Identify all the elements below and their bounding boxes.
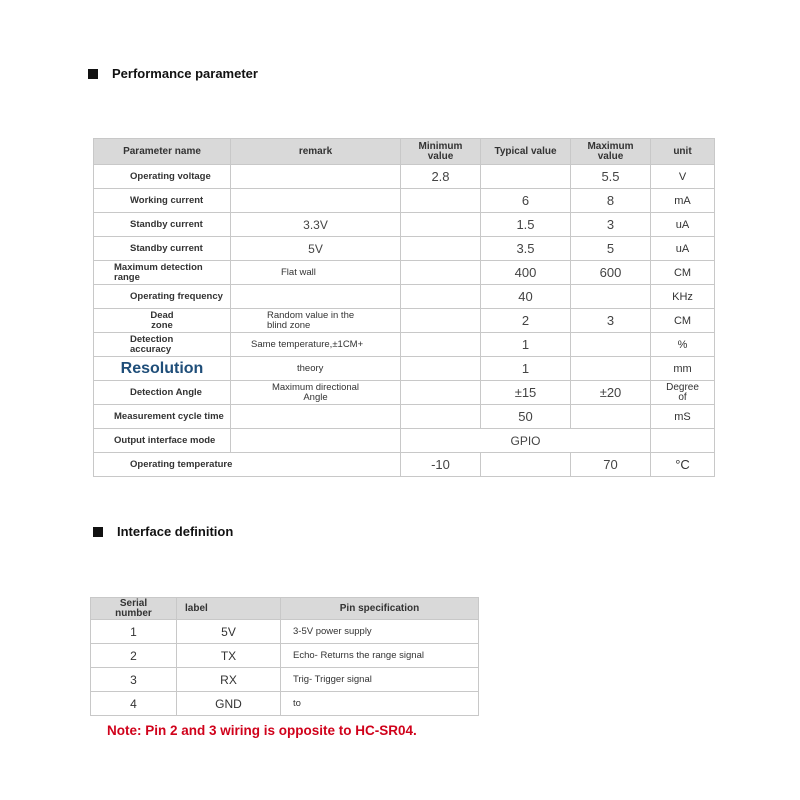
param-name: Detection Angle [94,381,231,405]
interface-title-text: Interface definition [117,524,234,539]
performance-section-title [88,66,258,81]
param-min [401,213,481,237]
param-typ: 1 [481,357,571,381]
table-header-row [94,139,715,165]
param-min [401,381,481,405]
param-remark: Random value in the blind zone [231,309,401,333]
param-unit: mA [651,189,715,213]
param-max [571,333,651,357]
pin-label: GND [177,692,281,716]
param-name: Dead zone [94,309,231,333]
table-row [94,261,715,285]
header-label: label [177,598,281,620]
param-min: 2.8 [401,165,481,189]
param-remark: 3.3V [231,213,401,237]
pin-spec: to [281,692,479,716]
interface-table [90,597,479,716]
param-unit: Degree of [651,381,715,405]
table-row [91,620,479,644]
param-max: 5 [571,237,651,261]
param-max: ±20 [571,381,651,405]
header-typical-value: Typical value [481,139,571,165]
param-name: Measurement cycle time [94,405,231,429]
param-max [571,285,651,309]
param-max: 8 [571,189,651,213]
table-row [91,644,479,668]
param-typ: 6 [481,189,571,213]
param-min [401,405,481,429]
param-min [401,261,481,285]
table-row [94,189,715,213]
param-max: 3 [571,213,651,237]
param-unit: CM [651,261,715,285]
param-remark: Maximum directional Angle [231,381,401,405]
param-remark [231,429,401,453]
param-remark: theory [231,357,401,381]
param-min: -10 [401,453,481,477]
square-bullet-icon [88,69,98,79]
param-typ [481,165,571,189]
header-maximum-value: Maximum value [571,139,651,165]
param-unit: mm [651,357,715,381]
param-typ: 3.5 [481,237,571,261]
param-typ: 40 [481,285,571,309]
param-name: Operating temperature [94,453,401,477]
table-header-row [91,598,479,620]
performance-title-text: Performance parameter [112,66,258,81]
param-remark: 5V [231,237,401,261]
table-row [94,381,715,405]
param-max: 3 [571,309,651,333]
param-typ: 400 [481,261,571,285]
header-minimum-value: Minimum value [401,139,481,165]
param-remark [231,165,401,189]
param-remark: Flat wall [231,261,401,285]
param-remark [231,405,401,429]
param-remark [231,189,401,213]
pin-serial: 1 [91,620,177,644]
table-row [94,453,715,477]
param-unit: uA [651,237,715,261]
table-row [94,237,715,261]
pin-spec: Trig- Trigger signal [281,668,479,692]
param-max: 5.5 [571,165,651,189]
param-name: Maximum detection range [94,261,231,285]
param-unit: uA [651,213,715,237]
table-row [94,357,715,381]
param-output-mode: GPIO [401,429,651,453]
param-unit: KHz [651,285,715,309]
table-row [94,333,715,357]
param-typ [481,453,571,477]
pin-serial: 4 [91,692,177,716]
table-row [94,429,715,453]
header-pin-specification: Pin specification [281,598,479,620]
param-remark [231,285,401,309]
param-unit [651,429,715,453]
param-max [571,405,651,429]
table-row [94,405,715,429]
table-row [94,285,715,309]
param-name: Standby current [94,237,231,261]
table-row [94,213,715,237]
param-name: Operating frequency [94,285,231,309]
pin-label: 5V [177,620,281,644]
pin-serial: 3 [91,668,177,692]
param-name: Operating voltage [94,165,231,189]
param-min [401,189,481,213]
header-parameter-name: Parameter name [94,139,231,165]
param-min [401,237,481,261]
header-serial-number: Serial number [91,598,177,620]
param-min [401,333,481,357]
param-name: Resolution [94,357,231,381]
param-typ: 1.5 [481,213,571,237]
param-name: Output interface mode [94,429,231,453]
param-name: Working current [94,189,231,213]
param-typ: 2 [481,309,571,333]
pin-spec: Echo- Returns the range signal [281,644,479,668]
param-min [401,357,481,381]
param-unit: CM [651,309,715,333]
pin-serial: 2 [91,644,177,668]
pin-spec: 3-5V power supply [281,620,479,644]
header-remark: remark [231,139,401,165]
param-unit: °C [651,453,715,477]
table-row [91,668,479,692]
param-remark: Same temperature,±1CM+ [231,333,401,357]
param-min [401,309,481,333]
param-typ: ±15 [481,381,571,405]
param-unit: V [651,165,715,189]
param-name: Standby current [94,213,231,237]
table-row [94,165,715,189]
param-unit: % [651,333,715,357]
table-row [91,692,479,716]
wiring-note: Note: Pin 2 and 3 wiring is opposite to HC-SR04. [107,723,417,738]
param-max [571,357,651,381]
header-unit: unit [651,139,715,165]
param-typ: 1 [481,333,571,357]
param-typ: 50 [481,405,571,429]
performance-table [93,138,715,477]
param-max: 600 [571,261,651,285]
param-unit: mS [651,405,715,429]
pin-label: RX [177,668,281,692]
param-name: Detection accuracy [94,333,231,357]
square-bullet-icon [93,527,103,537]
table-row [94,309,715,333]
param-max: 70 [571,453,651,477]
param-min [401,285,481,309]
pin-label: TX [177,644,281,668]
interface-section-title [93,524,233,539]
